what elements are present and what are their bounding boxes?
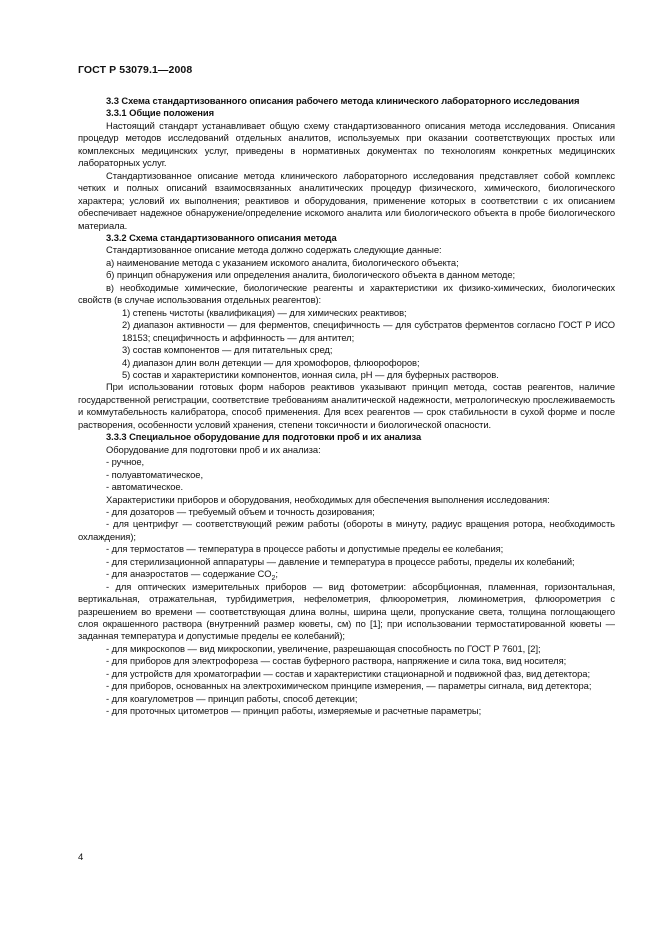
section-3-3-2-heading: 3.3.2 Схема стандартизованного описания метода bbox=[106, 231, 337, 243]
sub-list-item: 1) степень чистоты (квалификация) — для химических реактивов; bbox=[122, 306, 407, 318]
sub-list-item: 3) состав компонентов — для питательных сред; bbox=[122, 344, 333, 356]
list-item: а) наименование метода с указанием искомого аналита, биологического объекта; bbox=[106, 256, 459, 268]
list-item: - для приборов, основанных на электрохимическом принципе измерения, — параметры сигнала, вид детектора; bbox=[106, 680, 592, 692]
sub-list-item: 2) диапазон активности — для ферментов, специфичность — для субстратов ферментов согласно ГОСТ Р ИСО 18153; специфичность и аффинность — для антител; bbox=[122, 319, 615, 343]
sub-list-item: 5) состав и характеристики компонентов, ионная сила, рН — для буферных растворов. bbox=[122, 368, 499, 380]
list-item: - для проточных цитометров — принцип работы, измеряемые и расчетные параметры; bbox=[106, 705, 482, 717]
list-item: в) необходимые химические, биологические реагенты и характеристики их физико-химических, биологических свойств (в случае использования отдельных реагентов): bbox=[78, 281, 615, 306]
paragraph: Характеристики приборов и оборудования, необходимых для обеспечения выполнения исследования: bbox=[106, 493, 550, 505]
section-3-3-heading: 3.3 Схема стандартизованного описания рабочего метода клинического лабораторного исследования bbox=[106, 95, 580, 106]
list-item: - для устройств для хроматографии — состав и характеристики стационарной и подвижной фаз, вид детектора; bbox=[106, 667, 590, 679]
paragraph: Стандартизованное описание метода должно содержать следующие данные: bbox=[106, 244, 442, 256]
list-item: - для коагулометров — принцип работы, способ детекции; bbox=[106, 692, 358, 704]
paragraph: Настоящий стандарт устанавливает общую схему стандартизованного описания метода исследования. Описания процедур методов исследований отдельных аналитов, используемых при оказании соответствующих простых или комплексных медицинских услуг, приведены в нормативных документах по технологиям конкретных медицинских лабораторных услуг. bbox=[78, 119, 615, 169]
list-item-text: - для анаэростатов — содержание CO bbox=[106, 568, 272, 580]
list-item: - полуавтоматическое, bbox=[106, 468, 204, 480]
list-item: - для приборов для электрофореза — состав буферного раствора, напряжение и сила тока, вид носителя; bbox=[106, 655, 567, 667]
list-item: - ручное, bbox=[106, 456, 145, 468]
list-item: б) принцип обнаружения или определения аналита, биологического объекта в данном методе; bbox=[106, 269, 516, 281]
list-item: - для дозаторов — требуемый объем и точность дозирования; bbox=[106, 505, 375, 517]
section-3-3-1-heading: 3.3.1 Общие положения bbox=[106, 107, 214, 119]
paragraph: При использовании готовых форм наборов реактивов указывают принцип метода, состав реагентов, наличие государственной регистрации, соответствие требованиям аналитической надежности, метрологическую прослеживаемость и коммутабельность калибратора, способ применения. Для всех реагентов — срок стабильности в сухой форме и после растворения, особенности условий хранения, степени токсичности и биологической опасности. bbox=[78, 381, 615, 430]
list-item bbox=[78, 568, 615, 583]
section-3-3-3-heading: 3.3.3 Специальное оборудование для подготовки проб и их анализа bbox=[106, 431, 422, 443]
list-item-text-end: ; bbox=[275, 568, 278, 580]
list-item: - для оптических измерительных приборов — вид фотометрии: абсорбционная, пламенная, горизонтальная, вертикальная, отражательная, турбидиметрия, нефелометрия, флюорометрия, люминометрия, флюорометрия с разрешением во времени — соответствующая длина волны, ширина щели, пропускание света, толщина поглощающего слоя окрашенного раствора (внутренний размер кюветы, см) по [1]; при использовании термостатированной кюветы — заданная температура и допустимые пределы ее колебаний); bbox=[78, 580, 615, 642]
page-number: 4 bbox=[78, 852, 84, 863]
list-item: - для термостатов — температура в процессе работы и допустимые пределы ее колебания; bbox=[106, 543, 504, 555]
document-body bbox=[78, 95, 615, 718]
paragraph: Стандартизованное описание метода клинического лабораторного исследования представляет собой комплекс четких и полных описаний взаимосвязанных аналитических процедур физического, химического, биологического характера; условий их выполнения; реактивов и оборудования, применение которых в соответствии с их описанием обеспечивает надежное обнаружение/определение искомого аналита или биологического объекта в пробе биологического материала. bbox=[78, 169, 615, 231]
list-item: - для стерилизационной аппаратуры — давление и температура в процессе работы, пределы их колебаний; bbox=[106, 555, 575, 567]
document-header: ГОСТ Р 53079.1—2008 bbox=[78, 64, 193, 76]
sub-list-item: 4) диапазон длин волн детекции — для хромофоров, флюорофоров; bbox=[122, 356, 420, 368]
paragraph: Оборудование для подготовки проб и их анализа: bbox=[106, 443, 321, 455]
list-item: - для микроскопов — вид микроскопии, увеличение, разрешающая способность по ГОСТ Р 7601, [2]; bbox=[106, 642, 541, 654]
list-item: - автоматическое. bbox=[106, 481, 184, 493]
list-item: - для центрифуг — соответствующий режим работы (обороты в минуту, радиус вращения ротора, необходимость охлаждения); bbox=[78, 518, 615, 542]
subscript: 2 bbox=[271, 575, 276, 583]
